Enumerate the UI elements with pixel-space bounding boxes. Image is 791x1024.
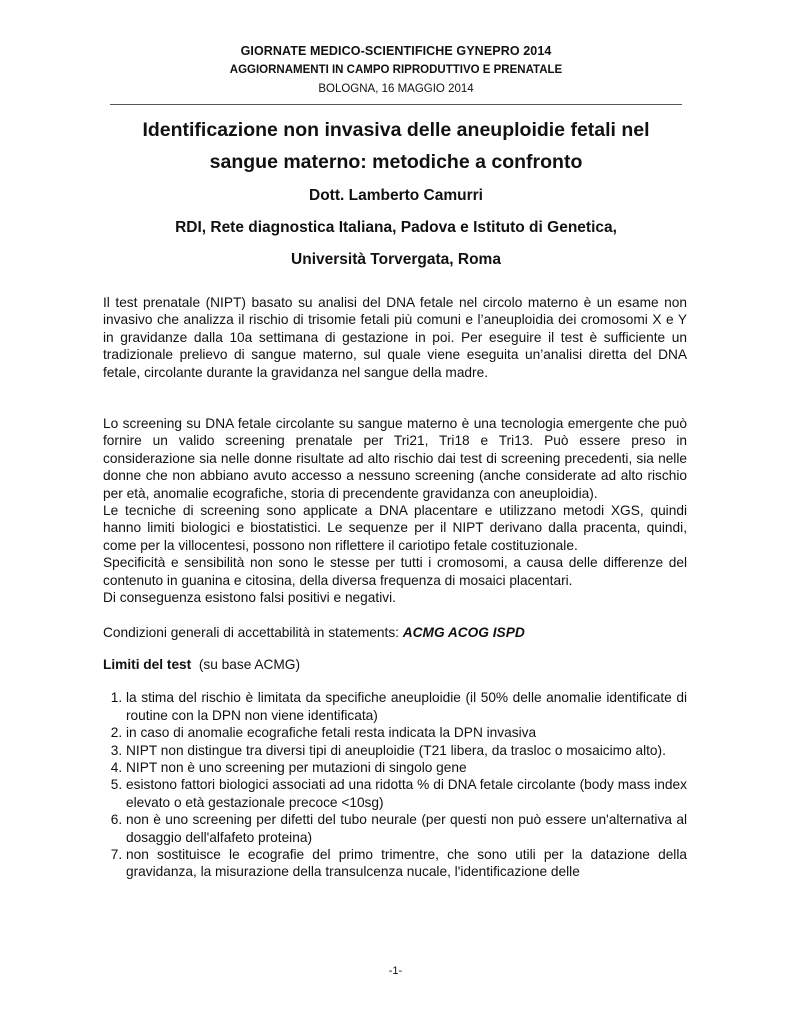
paragraph-specificity: Specificità e sensibilità non sono le stesse per tutti i cromosomi, a causa delle differenze del contenuto in guanina e citosina, della diversa frequenza di mosaici placentari. xyxy=(103,555,687,588)
affiliation-line-2: Università Torvergata, Roma xyxy=(291,251,501,268)
paragraph-false-results: Di conseguenza esistono falsi positivi e negativi. xyxy=(103,590,396,606)
list-item: 7. non sostituisce le ecografie del primo trimentre, che sono utili per la datazione della gravidanza, la misurazione della transulcenza nucale, l'identificazione delle xyxy=(126,846,687,881)
conditions-statements: ACMG ACOG ISPD xyxy=(402,624,525,640)
paragraph-conditions xyxy=(103,624,687,641)
list-item: 4. NIPT non è uno screening per mutazioni di singolo gene xyxy=(126,759,687,776)
document-body xyxy=(103,294,687,881)
title-block xyxy=(104,114,688,276)
author-name: Dott. Lamberto Camurri xyxy=(309,187,483,204)
conditions-text: Condizioni generali di accettabilità in statements: xyxy=(103,624,403,640)
limits-subtitle: (su base ACMG) xyxy=(191,656,301,672)
header-location-date: BOLOGNA, 16 MAGGIO 2014 xyxy=(318,83,474,95)
document-title-line-1: Identificazione non invasiva delle aneuploidie fetali nel xyxy=(142,119,650,141)
document-title-line-2: sangue materno: metodiche a confronto xyxy=(209,151,583,173)
header-divider xyxy=(110,104,682,105)
header-subtitle: AGGIORNAMENTI IN CAMPO RIPRODUTTIVO E PRENATALE xyxy=(229,64,563,76)
paragraph-intro: Il test prenatale (NIPT) basato su analisi del DNA fetale nel circolo materno è un esame non invasivo che analizza il rischio di trisomie fetali più comuni e l’aneuploidia dei cromosomi X e Y in gravidanze dalla 10a settimana di gestazione in poi. Per eseguire il test è sufficiente un tradizionale prelievo di sangue materno, sul quale viene eseguita un’analisi diretta del DNA fetale, circolante durante la gravidanza nel sangue della madre. xyxy=(103,295,687,380)
list-item: 3. NIPT non distingue tra diversi tipi di aneuploidie (T21 libera, da trasloc o mosaicimo alto). xyxy=(126,742,687,759)
limits-title: Limiti del test xyxy=(103,656,192,672)
header-conference-name: GIORNATE MEDICO-SCIENTIFICHE GYNEPRO 2014 xyxy=(240,44,552,58)
list-item: 6. non è uno screening per difetti del tubo neurale (per questi non può essere un'alternativa al dosaggio dell'alfafeto proteina) xyxy=(126,811,687,846)
conference-header xyxy=(110,42,682,99)
paragraph-screening: Lo screening su DNA fetale circolante su sangue materno è una tecnologia emergente che può fornire un valido screening prenatale per Tri21, Tri18 e Tri13. Può essere preso in considerazione sia nelle donne risultate ad alto rischio dai test di screening precedenti, sia nelle donne che non abbiano avuto accesso a nessuno screening (anche considerate ad alto rischio per età, anomalie ecografiche, storia di precendente gravidanza con aneuploidia). xyxy=(103,416,687,501)
affiliation-line-1: RDI, Rete diagnostica Italiana, Padova e Istituto di Genetica, xyxy=(175,219,617,236)
page-number: -1- xyxy=(388,965,403,977)
paragraph-techniques: Le tecniche di screening sono applicate a DNA placentare e utilizzano metodi XGS, quindi hanno limiti biologici e biostatistici. Le sequenze per il NIPT derivano dalla pracenta, quindi, come per la villocentesi, possono non riflettere il cariotipo fetale costituzionale. xyxy=(103,503,687,553)
list-item: 2. in caso di anomalie ecografiche fetali resta indicata la DPN invasiva xyxy=(126,724,687,741)
limits-list xyxy=(103,689,687,880)
list-item: 1. la stima del rischio è limitata da specifiche aneuploidie (il 50% delle anomalie identificate di routine con la DPN non viene identificata) xyxy=(126,689,687,724)
limits-heading xyxy=(103,656,687,673)
list-item: 5. esistono fattori biologici associati ad una ridotta % di DNA fetale circolante (body mass index elevato o età gestazionale precoce <10sg) xyxy=(126,776,687,811)
